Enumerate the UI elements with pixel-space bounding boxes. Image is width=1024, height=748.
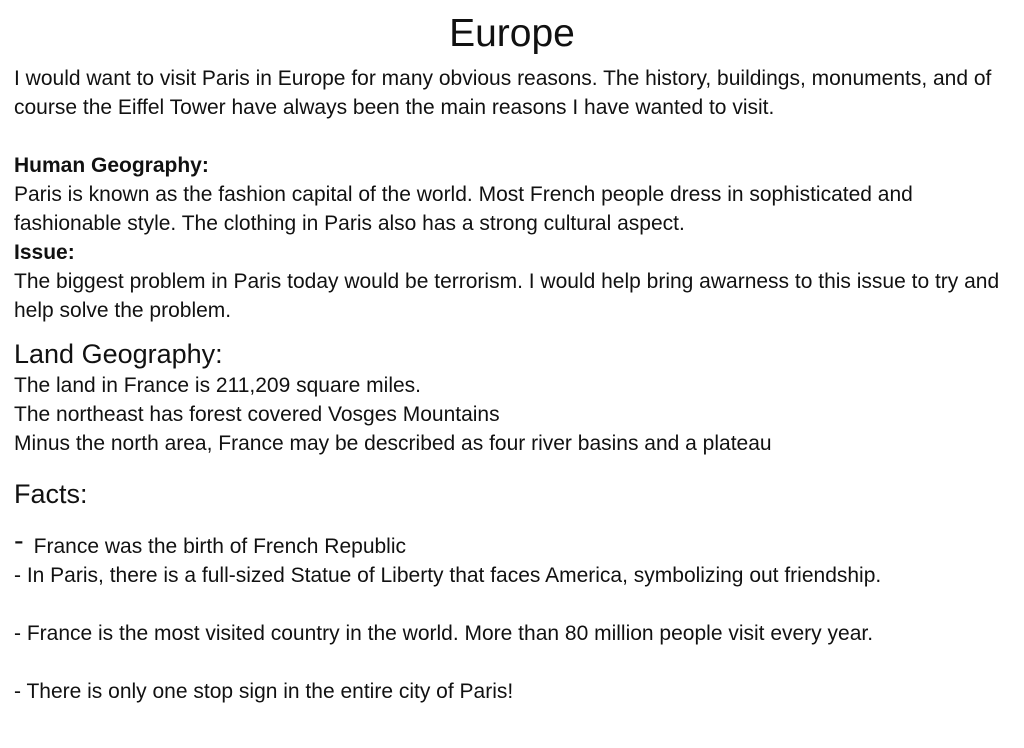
fact-item: - France is the most visited country in the world. More than 80 million people visit every year. <box>14 622 874 645</box>
human-geography-text: Paris is known as the fashion capital of the world. Most French people dress in sophisticated and fashionable style. The clothing in Paris also has a strong cultural aspect. <box>14 183 913 235</box>
fact-text: France was the birth of French Republic <box>33 535 407 558</box>
intro-paragraph: I would want to visit Paris in Europe for many obvious reasons. The history, buildings, monuments, and of course the Eiffel Tower have always been the main reasons I have wanted to visit. <box>14 67 992 119</box>
land-geography-line: The land in France is 211,209 square miles. <box>14 374 421 397</box>
fact-item: - There is only one stop sign in the entire city of Paris! <box>14 680 514 703</box>
issue-text: The biggest problem in Paris today would be terrorism. I would help bring awarness to this issue to try and help solve the problem. <box>14 270 1000 322</box>
fact-item: - In Paris, there is a full-sized Statue of Liberty that faces America, symbolizing out friendship. <box>14 564 882 587</box>
land-geography-heading: Land Geography: <box>14 339 223 369</box>
issue-heading: Issue: <box>14 241 75 264</box>
slide-title: Europe <box>449 12 575 55</box>
fact-item-first <box>14 527 1004 561</box>
fact-dash: - <box>14 525 24 557</box>
land-geography-line: The northeast has forest covered Vosges Mountains <box>14 403 500 426</box>
land-geography-list <box>14 371 1004 458</box>
facts-heading: Facts: <box>14 479 88 509</box>
land-geography-line: Minus the north area, France may be described as four river basins and a plateau <box>14 432 772 455</box>
human-geography-heading: Human Geography: <box>14 154 209 177</box>
